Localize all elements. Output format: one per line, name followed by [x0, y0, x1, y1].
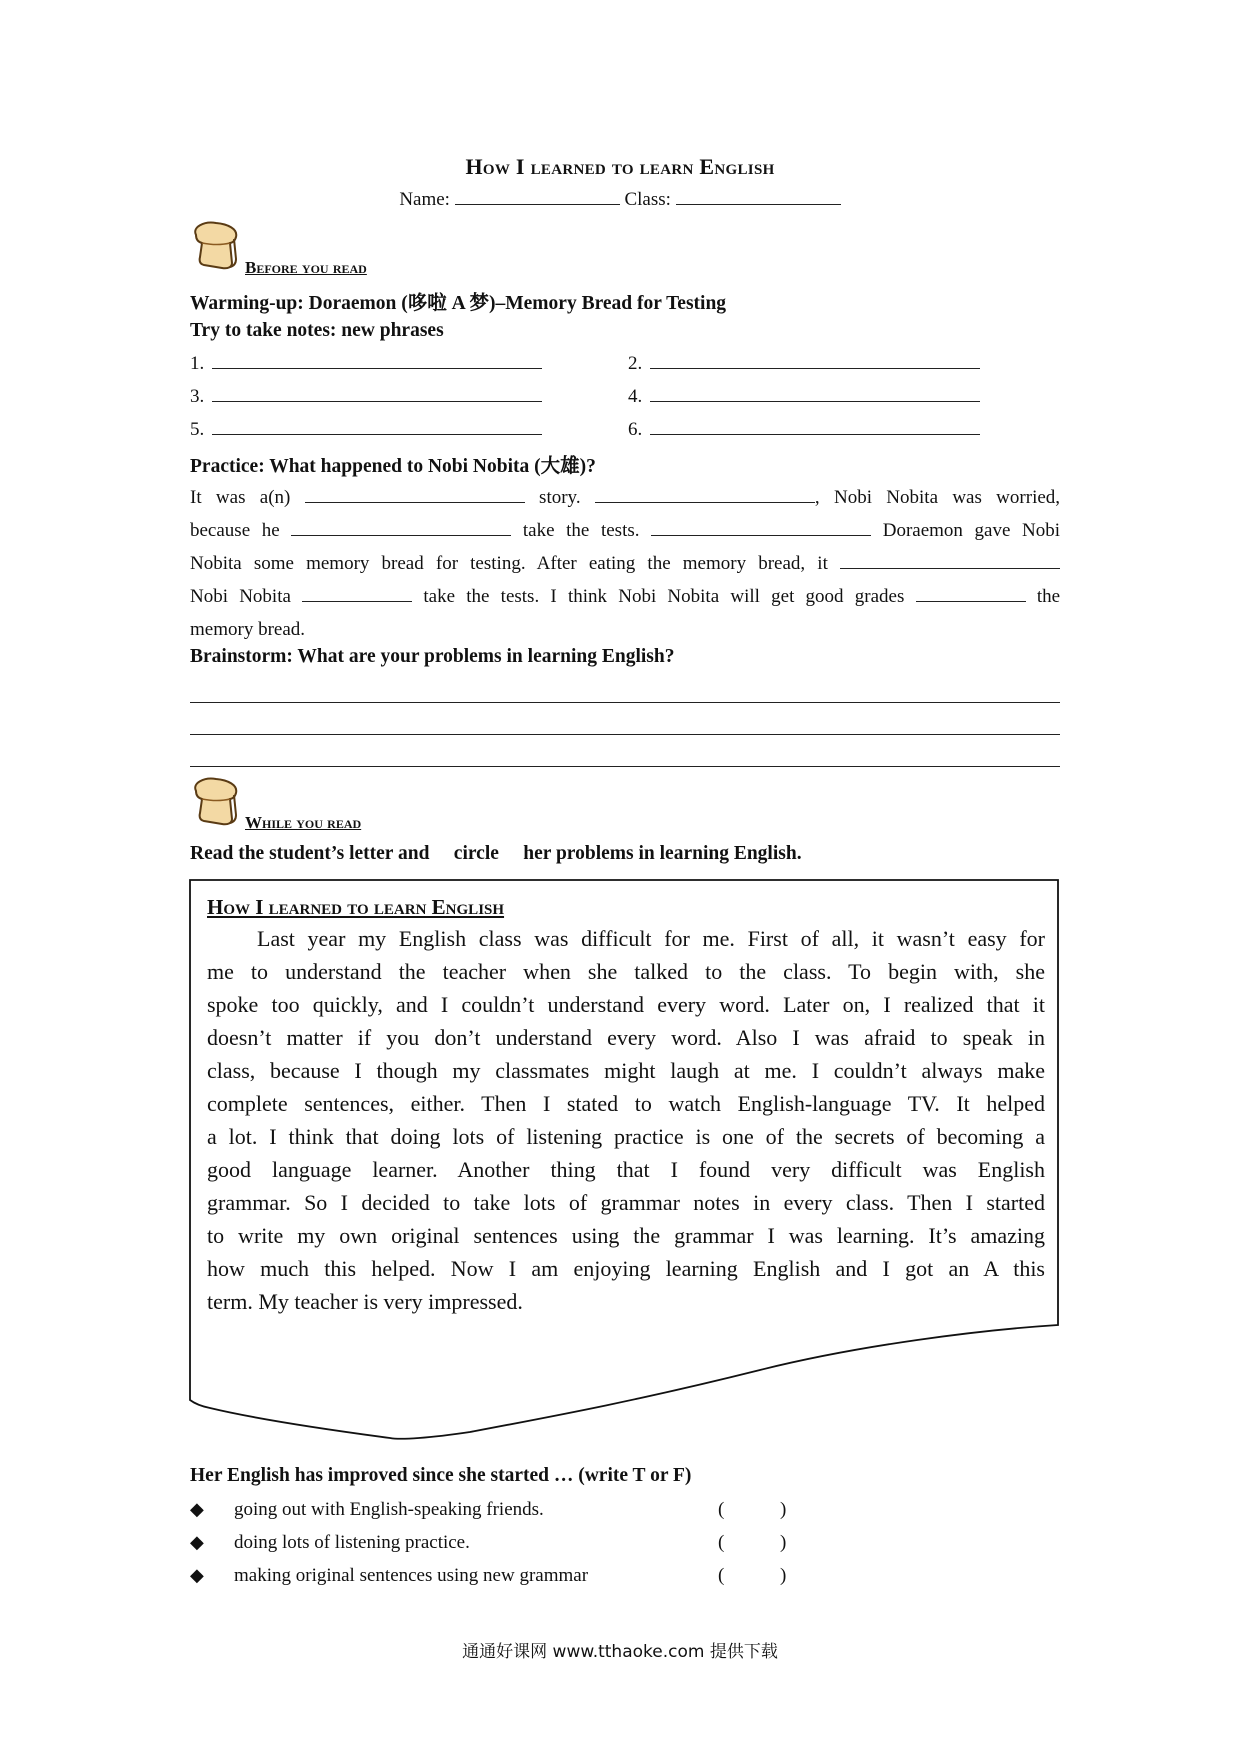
- page-title: How I learned to learn English: [465, 154, 775, 179]
- text: circle: [453, 843, 499, 864]
- phrase-number: 5.: [190, 419, 205, 440]
- text: take the tests. I think Nobi Nobita will get good grades: [423, 586, 905, 607]
- letter-line: good language learner. Another thing that I found very difficult was English: [207, 1157, 1045, 1182]
- text: take the tests.: [522, 520, 640, 541]
- letter-line: term. My teacher is very impressed.: [207, 1289, 523, 1314]
- answer-paren-open[interactable]: (: [718, 1499, 725, 1520]
- letter-body: [207, 922, 1045, 1318]
- warming-up-heading: Warming-up: Doraemon (哆啦 A 梦)–Memory Bread for Testing: [190, 293, 727, 314]
- text: Read the student’s letter and: [190, 843, 430, 864]
- tf-item-text: making original sentences using new grammar: [234, 1565, 589, 1586]
- letter-line: me to understand the teacher when she talked to the class. To begin with, she: [207, 959, 1045, 984]
- phrase-number: 1.: [190, 353, 205, 374]
- diamond-bullet-icon: ◆: [190, 1532, 204, 1552]
- footer: 通通好课网 www.tthaoke.com 提供下载: [462, 1642, 778, 1662]
- letter-line: class, because I though my classmates might laugh at me. I couldn’t always make: [207, 1058, 1045, 1083]
- tf-heading: Her English has improved since she started … (write T or F): [190, 1465, 692, 1486]
- tf-item: [190, 1532, 470, 1554]
- answer-paren-open[interactable]: (: [718, 1565, 725, 1586]
- phrase-number: 2.: [628, 353, 643, 374]
- text: her problems in learning English.: [523, 843, 802, 864]
- text: the: [1036, 586, 1061, 607]
- letter-line: Last year my English class was difficult for me. First of all, it wasn’t easy for: [257, 926, 1045, 951]
- text: because he: [190, 520, 280, 541]
- letter-line: spoke too quickly, and I couldn’t understand every word. Later on, I realized that it: [207, 992, 1045, 1017]
- answer-paren-close[interactable]: ): [780, 1499, 787, 1520]
- before-you-read-heading: Before you read: [245, 258, 367, 277]
- brainstorm-heading: Brainstorm: What are your problems in learning English?: [190, 646, 675, 667]
- answer-paren-open[interactable]: (: [718, 1532, 725, 1553]
- take-notes-heading: Try to take notes: new phrases: [190, 320, 444, 341]
- text: memory bread.: [190, 619, 306, 640]
- phrase-number: 3.: [190, 386, 205, 407]
- while-you-read-heading: While you read: [245, 813, 362, 832]
- diamond-bullet-icon: ◆: [190, 1565, 204, 1585]
- letter-line: to write my own original sentences using the grammar I was learning. It’s amazing: [207, 1223, 1045, 1248]
- tf-item-text: doing lots of listening practice.: [234, 1532, 470, 1553]
- letter-line: grammar. So I decided to take lots of grammar notes in every class. Then I started: [207, 1190, 1045, 1215]
- diamond-bullet-icon: ◆: [190, 1499, 204, 1519]
- letter-line: complete sentences, either. Then I stated to watch English-language TV. It helped: [207, 1091, 1045, 1116]
- practice-heading: Practice: What happened to Nobi Nobita (大雄)?: [190, 456, 596, 477]
- answer-paren-close[interactable]: ): [780, 1532, 787, 1553]
- phrase-number: 6.: [628, 419, 643, 440]
- letter-title: How I learned to learn English: [207, 895, 505, 919]
- text: It was a(n): [190, 487, 291, 508]
- tf-item: [190, 1565, 588, 1587]
- answer-paren-close[interactable]: ): [780, 1565, 787, 1586]
- text: Nobi Nobita: [190, 586, 291, 607]
- tf-item-text: going out with English-speaking friends.: [234, 1499, 544, 1520]
- tf-item: [190, 1499, 544, 1521]
- letter-line: doesn’t matter if you don’t understand every word. Also I was afraid to speak in: [207, 1025, 1045, 1050]
- letter-line: how much this helped. Now I am enjoying learning English and I got an A this: [207, 1256, 1045, 1281]
- text: story.: [539, 487, 581, 508]
- text: Doraemon gave Nobi: [882, 520, 1060, 541]
- text: Nobita some memory bread for testing. After eating the memory bread, it: [190, 553, 828, 574]
- letter-line: a lot. I think that doing lots of listening practice is one of the secrets of becoming a: [207, 1124, 1045, 1149]
- name-label: Name:: [399, 189, 450, 210]
- class-label: Class:: [624, 189, 671, 210]
- phrase-number: 4.: [628, 386, 643, 407]
- text: , Nobi Nobita was worried,: [814, 487, 1061, 508]
